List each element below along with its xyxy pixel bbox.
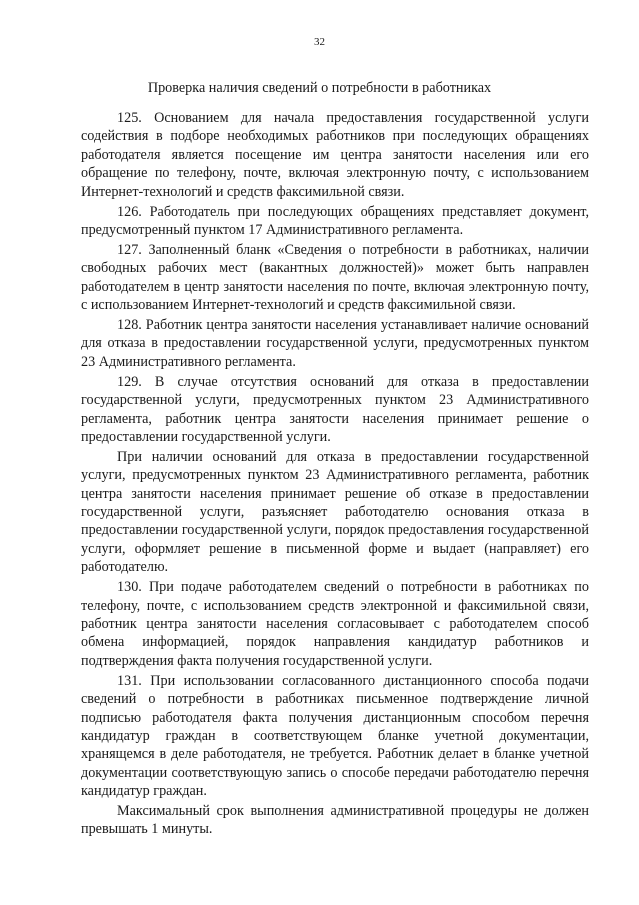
page-number: 32 xyxy=(314,36,325,48)
paragraph-127: 127. Заполненный бланк «Сведения о потребности в работниках, наличии свободных рабочих мест (вакантных должностей)» может быть направлен работодателем в центр занятости населения по почте, включая электронную почту, с использованием Интернет-технологий и средств факсимильной связи. xyxy=(81,241,589,314)
paragraph-131: 131. При использовании согласованного дистанционного способа подачи сведений о потребности в работниках письменное подтверждение личной подписью работодателя факта получения дистанционным способом перечня кандидатур граждан в соответствующем бланке учетной документации, хранящемся в деле работодателя, не требуется. Работник делает в бланке учетной документации соответствующую запись о способе передачи работодателю перечня кандидатур граждан. xyxy=(81,672,589,800)
paragraph-129: 129. В случае отсутствия оснований для отказа в предоставлении государственной услуги, предусмотренных пунктом 23 Административного регламента, работник центра занятости населения принимает решение о предоставлении государственной услуги. xyxy=(81,373,589,445)
paragraph-126: 126. Работодатель при последующих обращениях представляет документ, предусмотренный пунктом 17 Административного регламента. xyxy=(81,203,589,238)
paragraph-129-refusal: При наличии оснований для отказа в предоставлении государственной услуги, предусмотренных пунктом 23 Административного регламента, работник центра занятости населения принимает решение об отказе в предоставлении государственной услуги, разъясняет работодателю основания отказа в предоставлении государственной услуги, порядок предоставления государственной услуги, оформляет решение в письменной форме и выдает (направляет) его работодателю. xyxy=(81,448,589,576)
paragraph-max-time: Максимальный срок выполнения административной процедуры не должен превышать 1 минуты. xyxy=(81,803,589,838)
paragraph-128: 128. Работник центра занятости населения устанавливает наличие оснований для отказа в предоставлении государственной услуги, предусмотренных пунктом 23 Административного регламента. xyxy=(81,316,589,370)
section-title: Проверка наличия сведений о потребности в работниках xyxy=(147,80,492,96)
body-text xyxy=(81,109,589,840)
paragraph-125: 125. Основанием для начала предоставления государственной услуги содействия в подборе необходимых работников при последующих обращениях работодателя является посещение им центра занятости населения или его обращение по телефону, почте, включая электронную почту, с использованием Интернет-технологий и средств факсимильной связи. xyxy=(81,110,589,200)
paragraph-130: 130. При подаче работодателем сведений о потребности в работниках по телефону, почте, с использованием средств электронной и факсимильной связи, работник центра занятости населения согласовывает с работодателем способ обмена информацией, порядок направления кандидатур работников и подтверждения факта получения государственной услуги. xyxy=(81,579,589,669)
